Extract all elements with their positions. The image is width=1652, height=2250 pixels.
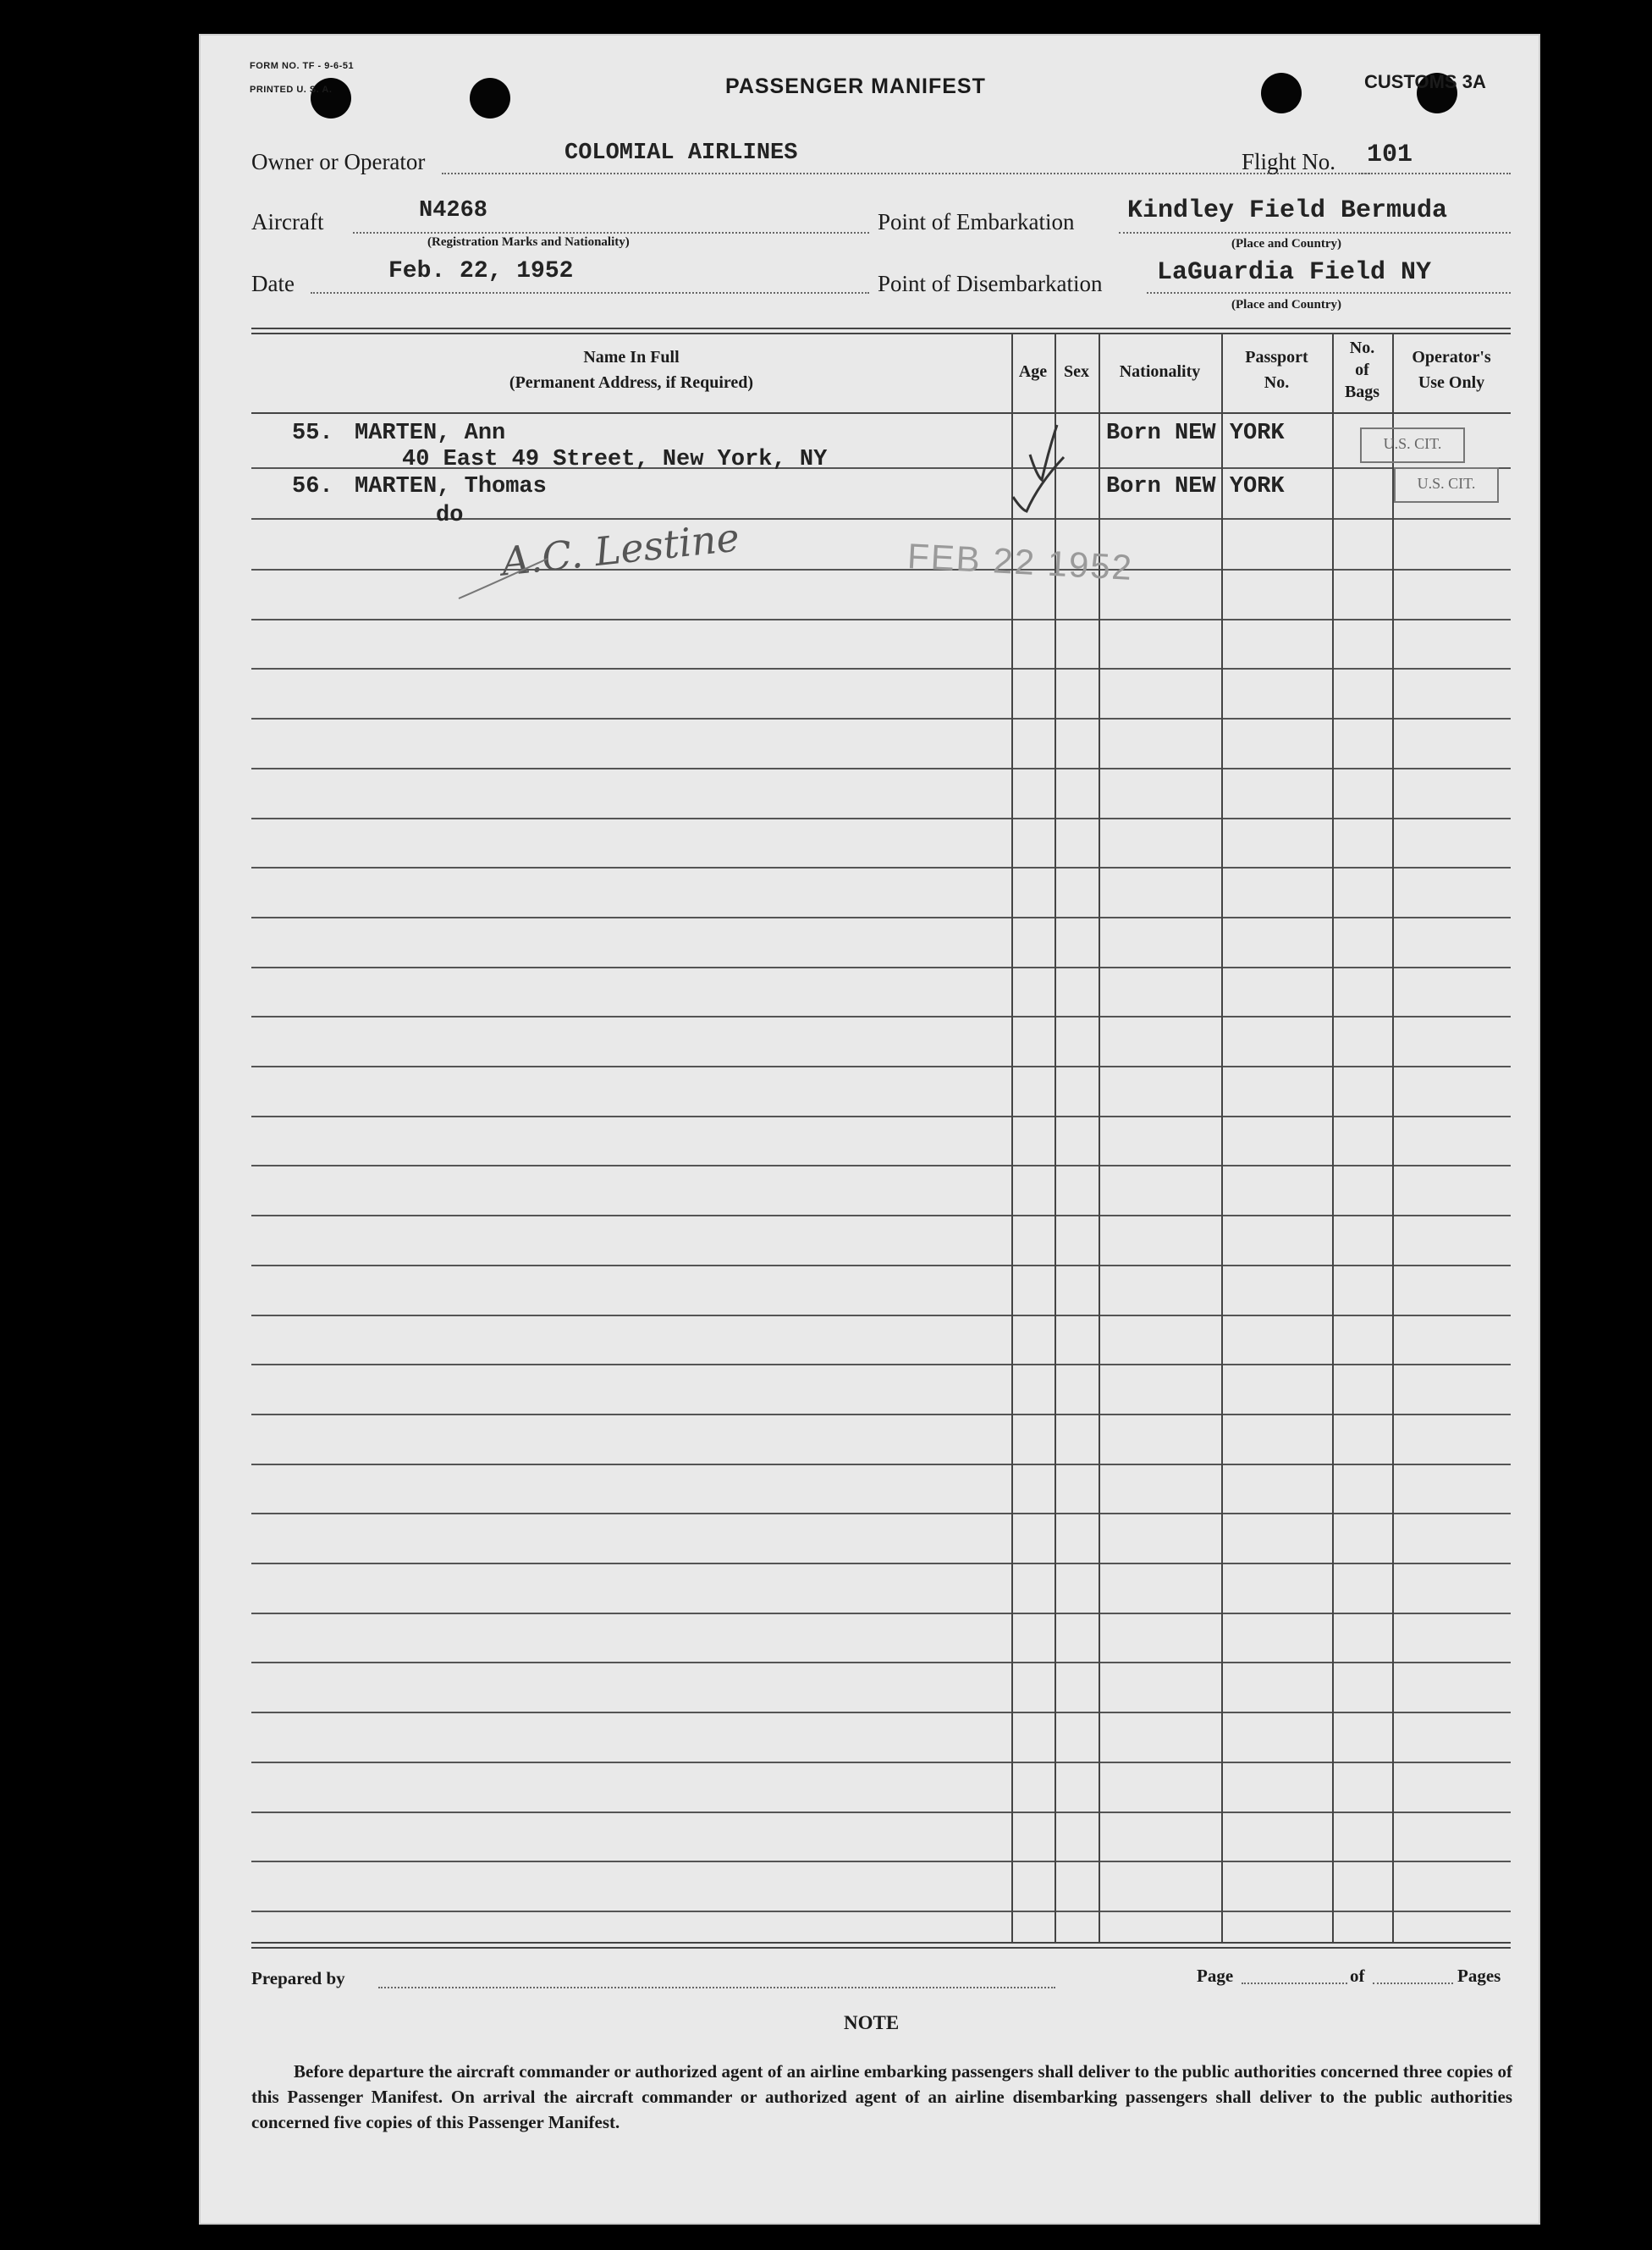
disembark-value: LaGuardia Field NY [1157,258,1432,287]
aircraft-value: N4268 [419,198,488,223]
header-passport [1221,345,1332,395]
table-row-line [251,569,1511,571]
table-bottom-rule [251,1947,1511,1949]
header-passport-line1: Passport [1245,348,1308,367]
table-row-line [251,768,1511,769]
table-row-line [251,917,1511,918]
table-row-line [251,1861,1511,1862]
of-label: of [1350,1966,1365,1986]
flight-label: Flight No. [1242,149,1336,174]
aircraft-line [353,232,869,234]
citizenship-stamp: U.S. CIT. [1394,467,1499,503]
signature-flourish [454,552,556,603]
form-number: FORM NO. TF - 9-6-51 [250,61,355,71]
passenger-nationality: Born NEW YORK [1106,474,1285,499]
table-row-line [251,1066,1511,1067]
table-row-line [251,1116,1511,1117]
table-row-line [251,1414,1511,1415]
disembark-line [1147,292,1511,294]
pages-label: Pages [1457,1966,1501,1986]
passenger-name: MARTEN, Ann [355,421,506,446]
passenger-address: 40 East 49 Street, New York, NY [402,447,828,472]
table-row-line [251,1016,1511,1017]
header-name-line2: (Permanent Address, if Required) [509,373,754,392]
page-line [1242,1983,1347,1984]
customs-label: CUSTOMS 3A [1364,71,1486,92]
passenger-name: MARTEN, Thomas [355,474,547,499]
owner-line [442,173,1373,174]
header-age [1011,359,1055,384]
col-divider-operator [1392,333,1394,1942]
table-row-line [251,668,1511,670]
owner-value: COLOMIAL AIRLINES [564,141,798,166]
embark-label: Point of Embarkation [878,209,1075,234]
table-row-line [251,1215,1511,1216]
aircraft-caption: (Registration Marks and Nationality) [427,235,630,249]
header-nationality [1099,359,1221,384]
embark-line [1119,232,1511,234]
table-bottom-rule [251,1942,1511,1944]
table-row-line [251,1662,1511,1663]
header-bags [1332,337,1392,403]
header-sex [1055,359,1099,384]
table-row-line [251,1613,1511,1614]
citizenship-stamp: U.S. CIT. [1360,427,1465,463]
table-row-line [251,1563,1511,1564]
table-row-line [251,1364,1511,1365]
table-row-line [251,1812,1511,1813]
table-top-rule [251,328,1511,329]
header-bags-line2: of [1355,361,1369,379]
table-row-line [251,619,1511,620]
table-row-line [251,1513,1511,1514]
embark-value: Kindley Field Bermuda [1127,196,1448,225]
flight-value: 101 [1367,141,1413,169]
header-age-text: Age [1018,362,1048,381]
table-row-line [251,1315,1511,1316]
col-divider-passport [1221,333,1223,1942]
owner-label: Owner or Operator [251,149,426,174]
table-row-line [251,1712,1511,1713]
header-bags-line1: No. [1349,339,1375,357]
header-bags-line3: Bags [1344,383,1380,401]
date-value: Feb. 22, 1952 [388,258,574,284]
of-line [1373,1983,1453,1984]
form-title: PASSENGER MANIFEST [725,74,986,98]
note-text: Before departure the aircraft commander or authorized agent of an airline embarking passengers shall deliver to the public authorities concerned three copies of this Passenger Manifest. On arrival the aircraft commander or authorized agent of an airline disembarking passengers shall deliver to the public authorities concerned five copies of this Passenger Manifest. [251,2061,1512,2132]
disembark-caption: (Place and Country) [1231,298,1341,312]
table-row-line [251,967,1511,968]
table-row-line [251,718,1511,720]
check-mark-icon [1005,416,1081,518]
table-row-line [251,1165,1511,1166]
header-operator-line2: Use Only [1418,373,1485,392]
embark-caption: (Place and Country) [1231,237,1341,251]
table-row-line [251,1911,1511,1912]
punch-hole [470,78,510,119]
header-passport-line2: No. [1264,373,1290,392]
date-line [311,292,869,294]
table-row-line [251,1265,1511,1266]
note-title: NOTE [844,2012,900,2033]
table-row-line [251,867,1511,869]
row-number: 56. [292,474,333,499]
table-top-rule [251,333,1511,334]
col-divider-bags [1332,333,1334,1942]
header-name [251,345,1011,395]
printed-label: PRINTED U. S. A. [250,85,333,95]
disembark-label: Point of Disembarkation [878,271,1103,296]
header-nationality-text: Nationality [1119,362,1201,381]
header-name-line1: Name In Full [583,348,680,367]
table-row-line [251,1464,1511,1465]
manifest-page [199,34,1540,2225]
table-row-line [251,818,1511,819]
passenger-address: do [436,503,464,528]
header-sex-text: Sex [1064,362,1089,381]
row-number: 55. [292,421,333,446]
flight-line [1358,173,1511,174]
table-row-line [251,1762,1511,1763]
passenger-nationality: Born NEW YORK [1106,421,1285,446]
aircraft-label: Aircraft [251,209,324,234]
header-operator [1392,345,1511,395]
prepared-label: Prepared by [251,1968,345,1988]
table-header-rule [251,412,1511,414]
inspector-signature: A.C. Lestine [498,514,742,585]
date-label: Date [251,271,295,296]
prepared-line [378,1987,1055,1988]
punch-hole [1261,73,1302,113]
header-operator-line1: Operator's [1412,348,1491,367]
page-label: Page [1197,1966,1234,1986]
date-stamp: FEB 22 1952 [906,536,1135,587]
